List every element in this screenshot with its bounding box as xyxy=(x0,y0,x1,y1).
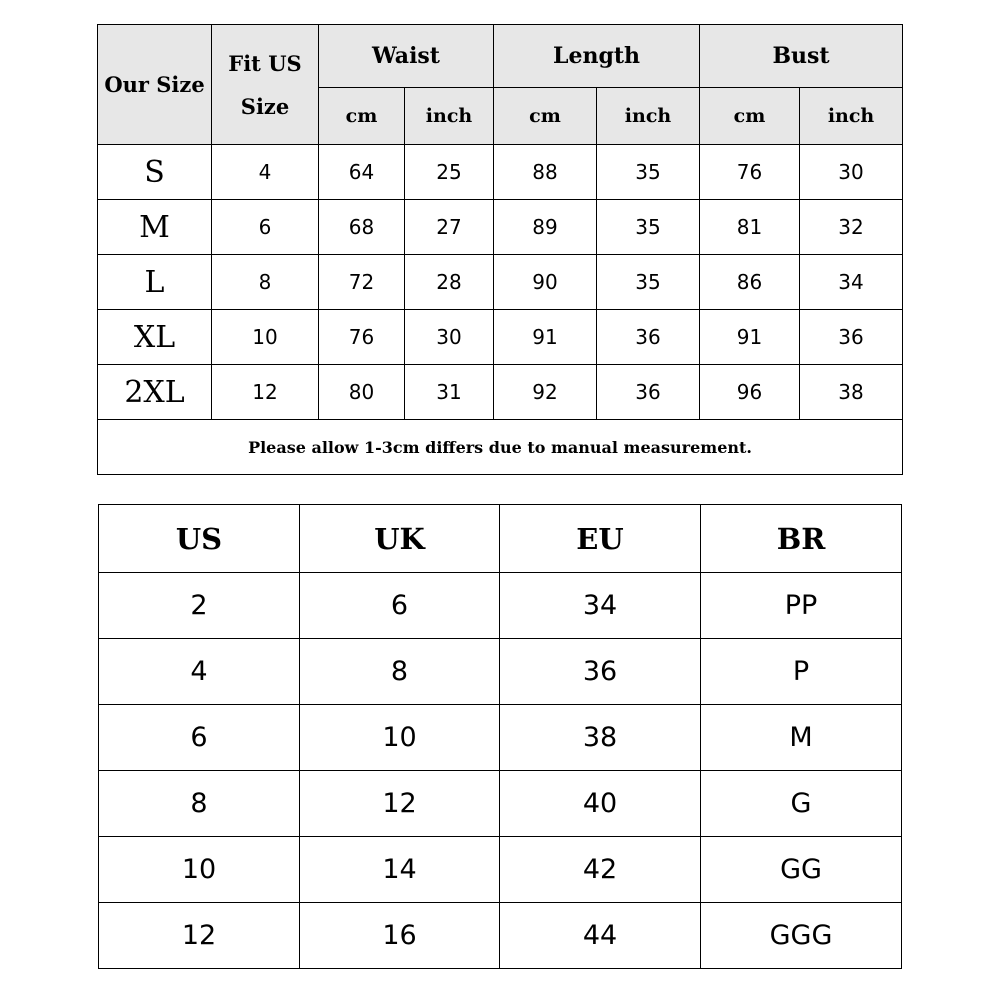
length-cm-value: 90 xyxy=(494,255,597,310)
br-size-value: GG xyxy=(701,837,902,903)
eu-size-value: 34 xyxy=(500,573,701,639)
br-size-value: PP xyxy=(701,573,902,639)
br-size-value: M xyxy=(701,705,902,771)
uk-size-value: 16 xyxy=(300,903,500,969)
length-inch-value: 35 xyxy=(597,255,700,310)
table-row xyxy=(98,145,903,200)
length-inch-value: 36 xyxy=(597,365,700,420)
header-eu: EU xyxy=(500,505,701,573)
br-size-value: P xyxy=(701,639,902,705)
table-row xyxy=(98,310,903,365)
us-size-value: 8 xyxy=(99,771,300,837)
uk-size-value: 12 xyxy=(300,771,500,837)
header-fit-us-size: Fit US Size xyxy=(212,25,319,145)
header-uk: UK xyxy=(300,505,500,573)
bust-inch-value: 36 xyxy=(800,310,903,365)
us-size-value: 4 xyxy=(99,639,300,705)
header-waist: Waist xyxy=(319,25,494,88)
waist-cm-value: 68 xyxy=(319,200,405,255)
fit-us-size-value: 12 xyxy=(212,365,319,420)
length-cm-value: 88 xyxy=(494,145,597,200)
bust-inch-value: 32 xyxy=(800,200,903,255)
size-label: L xyxy=(98,255,212,310)
table-row xyxy=(99,837,902,903)
length-inch-value: 36 xyxy=(597,310,700,365)
header-bust-inch: inch xyxy=(800,88,903,145)
size-label: M xyxy=(98,200,212,255)
table-row xyxy=(98,200,903,255)
waist-inch-value: 31 xyxy=(405,365,494,420)
waist-cm-value: 64 xyxy=(319,145,405,200)
header-waist-inch: inch xyxy=(405,88,494,145)
us-size-value: 10 xyxy=(99,837,300,903)
bust-cm-value: 81 xyxy=(700,200,800,255)
size-label: S xyxy=(98,145,212,200)
bust-cm-value: 91 xyxy=(700,310,800,365)
waist-inch-value: 28 xyxy=(405,255,494,310)
size-conversion-table xyxy=(98,504,902,969)
length-inch-value: 35 xyxy=(597,145,700,200)
eu-size-value: 38 xyxy=(500,705,701,771)
waist-inch-value: 27 xyxy=(405,200,494,255)
length-cm-value: 91 xyxy=(494,310,597,365)
table-row xyxy=(99,705,902,771)
header-us: US xyxy=(99,505,300,573)
length-cm-value: 89 xyxy=(494,200,597,255)
waist-inch-value: 25 xyxy=(405,145,494,200)
header-length: Length xyxy=(494,25,700,88)
length-inch-value: 35 xyxy=(597,200,700,255)
header-length-cm: cm xyxy=(494,88,597,145)
measurement-note: Please allow 1-3cm differs due to manual measurement. xyxy=(98,420,903,475)
br-size-value: G xyxy=(701,771,902,837)
uk-size-value: 10 xyxy=(300,705,500,771)
uk-size-value: 14 xyxy=(300,837,500,903)
fit-us-size-value: 6 xyxy=(212,200,319,255)
size-label: 2XL xyxy=(98,365,212,420)
bust-cm-value: 76 xyxy=(700,145,800,200)
bust-inch-value: 34 xyxy=(800,255,903,310)
length-cm-value: 92 xyxy=(494,365,597,420)
waist-cm-value: 76 xyxy=(319,310,405,365)
eu-size-value: 42 xyxy=(500,837,701,903)
table-row xyxy=(98,365,903,420)
us-size-value: 6 xyxy=(99,705,300,771)
size-measurement-table xyxy=(97,24,903,475)
us-size-value: 12 xyxy=(99,903,300,969)
bust-cm-value: 86 xyxy=(700,255,800,310)
header-br: BR xyxy=(701,505,902,573)
table-row xyxy=(98,255,903,310)
eu-size-value: 44 xyxy=(500,903,701,969)
table-row xyxy=(99,903,902,969)
header-waist-cm: cm xyxy=(319,88,405,145)
us-size-value: 2 xyxy=(99,573,300,639)
bust-inch-value: 38 xyxy=(800,365,903,420)
bust-inch-value: 30 xyxy=(800,145,903,200)
fit-us-size-value: 10 xyxy=(212,310,319,365)
table-row xyxy=(99,573,902,639)
header-bust-cm: cm xyxy=(700,88,800,145)
table-row xyxy=(99,771,902,837)
br-size-value: GGG xyxy=(701,903,902,969)
table-row xyxy=(99,639,902,705)
conversion-header-row xyxy=(99,505,902,573)
uk-size-value: 8 xyxy=(300,639,500,705)
eu-size-value: 40 xyxy=(500,771,701,837)
uk-size-value: 6 xyxy=(300,573,500,639)
waist-inch-value: 30 xyxy=(405,310,494,365)
waist-cm-value: 80 xyxy=(319,365,405,420)
eu-size-value: 36 xyxy=(500,639,701,705)
fit-us-size-value: 8 xyxy=(212,255,319,310)
bust-cm-value: 96 xyxy=(700,365,800,420)
header-our-size: Our Size xyxy=(98,25,212,145)
size-table-header-row xyxy=(98,25,903,88)
waist-cm-value: 72 xyxy=(319,255,405,310)
header-length-inch: inch xyxy=(597,88,700,145)
note-row xyxy=(98,420,903,475)
size-label: XL xyxy=(98,310,212,365)
fit-us-size-value: 4 xyxy=(212,145,319,200)
header-bust: Bust xyxy=(700,25,903,88)
